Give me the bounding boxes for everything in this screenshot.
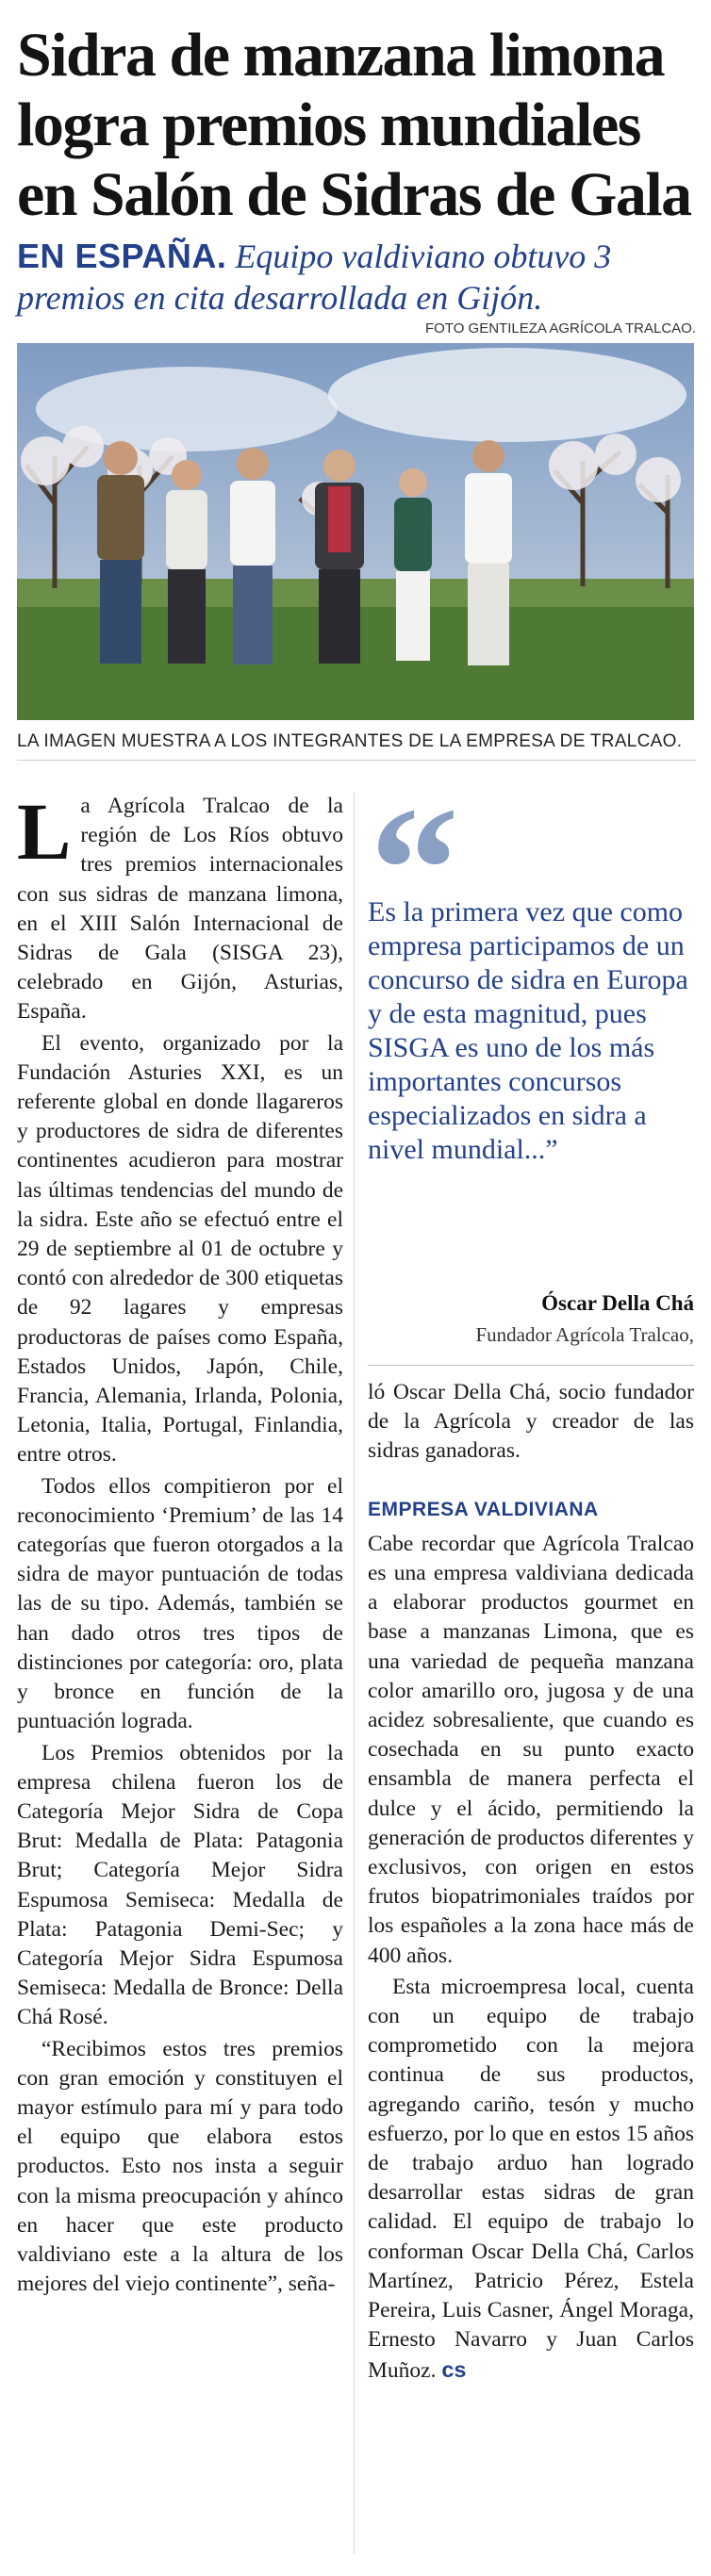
team-photo	[17, 343, 694, 720]
pull-quote-role: Fundador Agrícola Tralcao,	[475, 1323, 694, 1346]
paragraph-1-text: a Agrícola Tralcao de la región de Los Ríos obtuvo tres premios internacionales con sus sidras de manzana limona, en el XIII Salón Internacional de Sidras de Gala (SISGA 23), celebrado en Gijón, Asturias, España.	[17, 794, 343, 1025]
headline-line-2: logra premios mundiales	[17, 90, 640, 159]
paragraph-7: Cabe recordar que Agrícola Tralcao es una empresa valdiviana dedicada a elaborar productos gourmet en base a manzanas Limona, que es una variedad de pequeña manzana color amarillo oro, jugosa y de una acidez sobresaliente, que cuando es cosechada en su punto exacto ensambla de manera perfecta el dulce y el ácido, permitiendo la generación de productos diferentes y exclusivos, con origen en estos frutos biopatrimoniales traídos por los españoles a la zona hace más de 400 años.	[368, 1531, 694, 1968]
paragraph-1	[17, 786, 343, 1027]
drop-cap: L	[17, 786, 72, 877]
paragraph-5: “Recibimos estos tres premios con gran emoción y constituyen el mayor estímulo para mí y para todo el equipo que elabora estos productos. Esto nos insta a seguir con la misma preocupación y ahínco en hacer que este producto valdiviano este a la altura de los mejores del viejo continente”, seña-	[17, 2036, 343, 2297]
quote-mark-icon: “	[370, 771, 459, 969]
photo-caption: LA IMAGEN MUESTRA A LOS INTEGRANTES DE LA EMPRESA DE TRALCAO.	[17, 731, 696, 761]
paragraph-6: ló Oscar Della Chá, socio fundador de la Agrícola y creador de las sidras ganadoras.	[368, 1380, 694, 1464]
pull-quote-author: Óscar Della Chá	[541, 1291, 694, 1315]
article-body-left	[17, 786, 343, 2301]
article-body-right	[368, 1378, 694, 2387]
photo-credit: FOTO GENTILEZA AGRÍCOLA TRALCAO.	[424, 320, 696, 336]
section-subhead: EMPRESA VALDIVIANA	[368, 1498, 599, 1520]
photo-illustration	[17, 343, 694, 720]
pull-quote: Es la primera vez que como empresa participamos de un concurso de sidra en Europa y de esta magnitud, pues SISGA es uno de los más importantes concursos especializados en sidra a nivel mundial...”	[368, 896, 688, 1165]
deck-text: Equipo valdiviano obtuvo 3 premios en cita desarrollada en Gijón.	[17, 238, 612, 317]
paragraph-3: Todos ellos compitieron por el reconocimiento ‘Premium’ de las 14 categorías que fueron otorgados a la sidra de mayor puntuación de todas las de su tipo. Además, también se han dado otros tres tipos de distinciones por categoría: oro, plata y bronce en función de la puntuación lograda.	[17, 1473, 343, 1734]
headline-line-3: en Salón de Sidras de Gala	[17, 160, 691, 229]
pull-quote-divider	[368, 1365, 694, 1366]
deck-kicker: EN ESPAÑA.	[17, 237, 227, 275]
deck	[17, 236, 696, 319]
headline	[17, 21, 696, 230]
paragraph-2: El evento, organizado por la Fundación Asturies XXI, es un referente global en donde llagareros y productores de sidra de diferentes continentes acudieron para mostrar las últimas tendencias del mundo de la sidra. Este año se efectuó entre el 29 de septiembre al 01 de octubre y contó con alrededor de 300 etiquetas de 92 lagares y empresas productoras de países como España, Estados Unidos, Japón, Chile, Francia, Alemania, Irlanda, Polonia, Letonia, Italia, Portugal, Finlandia, entre otros.	[17, 1030, 343, 1468]
column-divider	[354, 792, 355, 2554]
paragraph-4: Los Premios obtenidos por la empresa chilena fueron los de Categoría Mejor Sidra de Copa Brut: Medalla de Plata: Patagonia Brut; Categoría Mejor Sidra Espumosa Semiseca: Medalla de Plata: Patagonia Demi-Sec; y Categoría Mejor Sidra Espumosa Semiseca: Medalla de Bronce: Della Chá Rosé.	[17, 1740, 343, 2030]
headline-line-1: Sidra de manzana limona	[17, 21, 665, 90]
end-mark: cs	[441, 2356, 467, 2382]
paragraph-8-text: Esta microempresa local, cuenta con un equipo de trabajo comprometido con la mejora continua de sus productos, agregando cariño, tesón y mucho esfuerzo, por lo que en estos 15 años de trabajo arduo han logrado desarrollar estas sidras de gran calidad. El equipo de trabajo lo conforman Oscar Della Chá, Carlos Martínez, Patricio Pérez, Estela Pereira, Luis Casner, Ángel Moraga, Ernesto Navarro y Juan Carlos Muñoz.	[368, 1974, 694, 2383]
paragraph-8	[368, 1973, 694, 2386]
